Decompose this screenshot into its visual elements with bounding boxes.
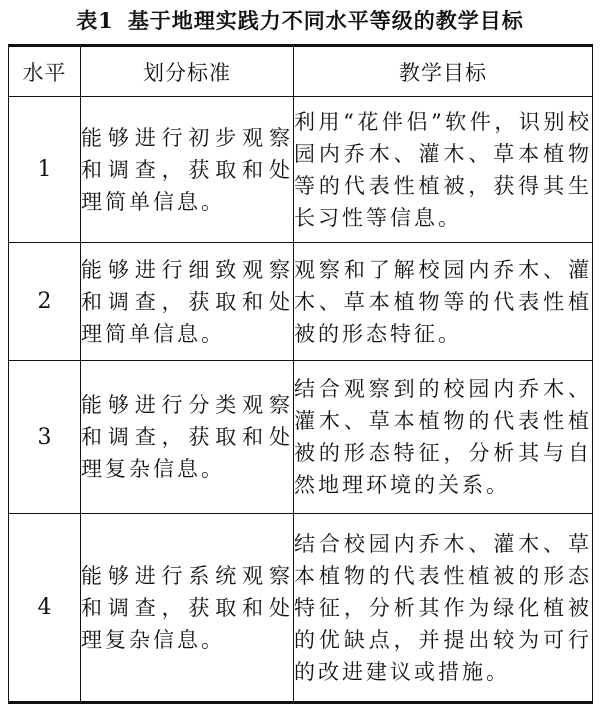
- criteria-cell: 能够进行细致观察和调查，获取和处理简单信息。: [81, 243, 294, 361]
- goal-cell: 利用“花伴侣”软件，识别校园内乔木、灌木、草本植物等的代表性植被，获得其生长习性等信息。: [294, 97, 593, 243]
- table-row: [9, 361, 593, 514]
- table-caption: [0, 6, 600, 36]
- level-cell: 3: [9, 361, 81, 514]
- table-row: [9, 243, 593, 361]
- table-number: 表1: [76, 8, 114, 33]
- goal-cell: 结合校园内乔木、灌木、草本植物的代表性植被的形态特征，分析其作为绿化植被的优缺点，并提出较为可行的改进建议或措施。: [294, 514, 593, 703]
- criteria-cell: 能够进行系统观察和调查，获取和处理复杂信息。: [81, 514, 294, 703]
- header-criteria: 划分标准: [81, 46, 294, 97]
- header-goal: 教学目标: [294, 46, 593, 97]
- goal-cell: 观察和了解校园内乔木、灌木、草本植物等的代表性植被的形态特征。: [294, 243, 593, 361]
- level-cell: 2: [9, 243, 81, 361]
- criteria-cell: 能够进行初步观察和调查，获取和处理简单信息。: [81, 97, 294, 243]
- header-level: 水平: [9, 46, 81, 97]
- level-cell: 4: [9, 514, 81, 703]
- header-row: [9, 46, 593, 97]
- teaching-goals-table: [8, 44, 593, 704]
- goal-cell: 结合观察到的校园内乔木、灌木、草本植物的代表性植被的形态特征，分析其与自然地理环境的关系。: [294, 361, 593, 514]
- table-title: 基于地理实践力不同水平等级的教学目标: [127, 8, 524, 33]
- table-row: [9, 514, 593, 703]
- table-row: [9, 97, 593, 243]
- criteria-cell: 能够进行分类观察和调查，获取和处理复杂信息。: [81, 361, 294, 514]
- level-cell: 1: [9, 97, 81, 243]
